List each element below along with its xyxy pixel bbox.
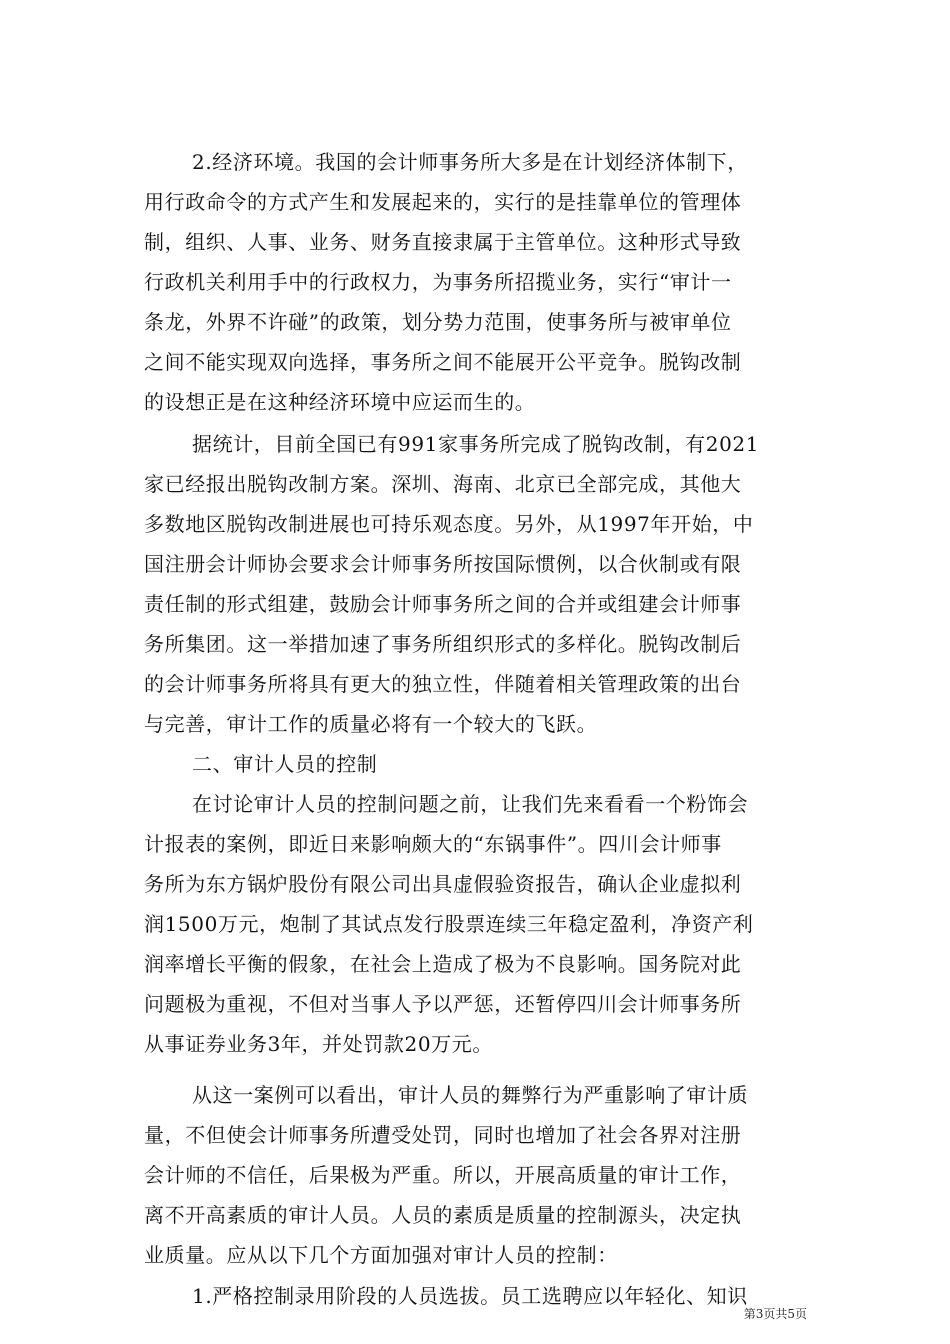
- paragraph-2-line-5: 责任制的形式组建，鼓励会计师事务所之间的合并或组建会计师事: [144, 592, 742, 616]
- paragraph-2-line-8: 与完善，审计工作的质量必将有一个较大的飞跃。: [144, 712, 598, 736]
- paragraph-2-line-3: 多数地区脱钩改制进展也可持乐观态度。另外，从1997年开始，中: [144, 512, 754, 536]
- paragraph-2-line-6: 务所集团。这一举措加速了事务所组织形式的多样化。脱钩改制后: [144, 632, 742, 656]
- paragraph-3-line-3: 务所为东方锅炉股份有限公司出具虚假验资报告，确认企业虚拟利: [144, 872, 742, 896]
- paragraph-1-line-4: 行政机关利用手中的行政权力，为事务所招揽业务，实行“审计一: [144, 270, 732, 294]
- paragraph-4-line-2: 量，不但使会计师事务所遭受处罚，同时也增加了社会各界对注册: [144, 1123, 742, 1147]
- paragraph-3-line-5: 润率增长平衡的假象，在社会上造成了极为不良影响。国务院对此: [144, 952, 742, 976]
- paragraph-4-line-5: 业质量。应从以下几个方面加强对审计人员的控制：: [144, 1243, 618, 1267]
- paragraph-4-line-4: 离不开高素质的审计人员。人员的素质是质量的控制源头，决定执: [144, 1203, 742, 1227]
- paragraph-3-line-6: 问题极为重视，不但对当事人予以严惩，还暂停四川会计师事务所: [144, 992, 742, 1016]
- paragraph-3-line-7: 从事证券业务3年，并处罚款20万元。: [144, 1032, 493, 1056]
- paragraph-1-line-5: 条龙，外界不许碰”的政策，划分势力范围，使事务所与被审单位: [144, 310, 732, 334]
- paragraph-1-line-3: 制，组织、人事、业务、财务直接隶属于主管单位。这种形式导致: [144, 230, 742, 254]
- paragraph-2-line-1: 据统计，目前全国已有991家事务所完成了脱钩改制，有2021: [192, 432, 760, 456]
- paragraph-1-line-7: 的设想正是在这种经济环境中应运而生的。: [144, 390, 536, 414]
- paragraph-3-line-4: 润1500万元，炮制了其试点发行股票连续三年稳定盈利，净资产利: [144, 912, 754, 936]
- paragraph-2-line-7: 的会计师事务所将具有更大的独立性，伴随着相关管理政策的出台: [144, 672, 742, 696]
- paragraph-1-line-2: 用行政命令的方式产生和发展起来的，实行的是挂靠单位的管理体: [144, 190, 742, 214]
- section-heading: 二、审计人员的控制: [192, 752, 378, 776]
- paragraph-3-line-1: 在讨论审计人员的控制问题之前，让我们先来看看一个粉饰会: [192, 792, 749, 816]
- paragraph-1-line-6: 之间不能实现双向选择，事务所之间不能展开公平竞争。脱钩改制: [144, 350, 742, 374]
- paragraph-2-line-2: 家已经报出脱钩改制方案。深圳、海南、北京已全部完成，其他大: [144, 472, 742, 496]
- paragraph-4-line-1: 从这一案例可以看出，审计人员的舞弊行为严重影响了审计质: [192, 1083, 749, 1107]
- paragraph-3-line-2: 计报表的案例，即近日来影响颇大的“东锅事件”。四川会计师事: [144, 832, 722, 856]
- paragraph-2-line-4: 国注册会计师协会要求会计师事务所按国际惯例，以合伙制或有限: [144, 552, 742, 576]
- paragraph-4-line-3: 会计师的不信任，后果极为严重。所以，开展高质量的审计工作，: [144, 1163, 742, 1187]
- paragraph-5-line-1: 1.严格控制录用阶段的人员选拔。员工选聘应以年轻化、知识: [192, 1284, 748, 1308]
- page-number: 第3页共5页: [743, 1307, 807, 1321]
- paragraph-1-line-1: 2.经济环境。我国的会计师事务所大多是在计划经济体制下，: [192, 150, 748, 174]
